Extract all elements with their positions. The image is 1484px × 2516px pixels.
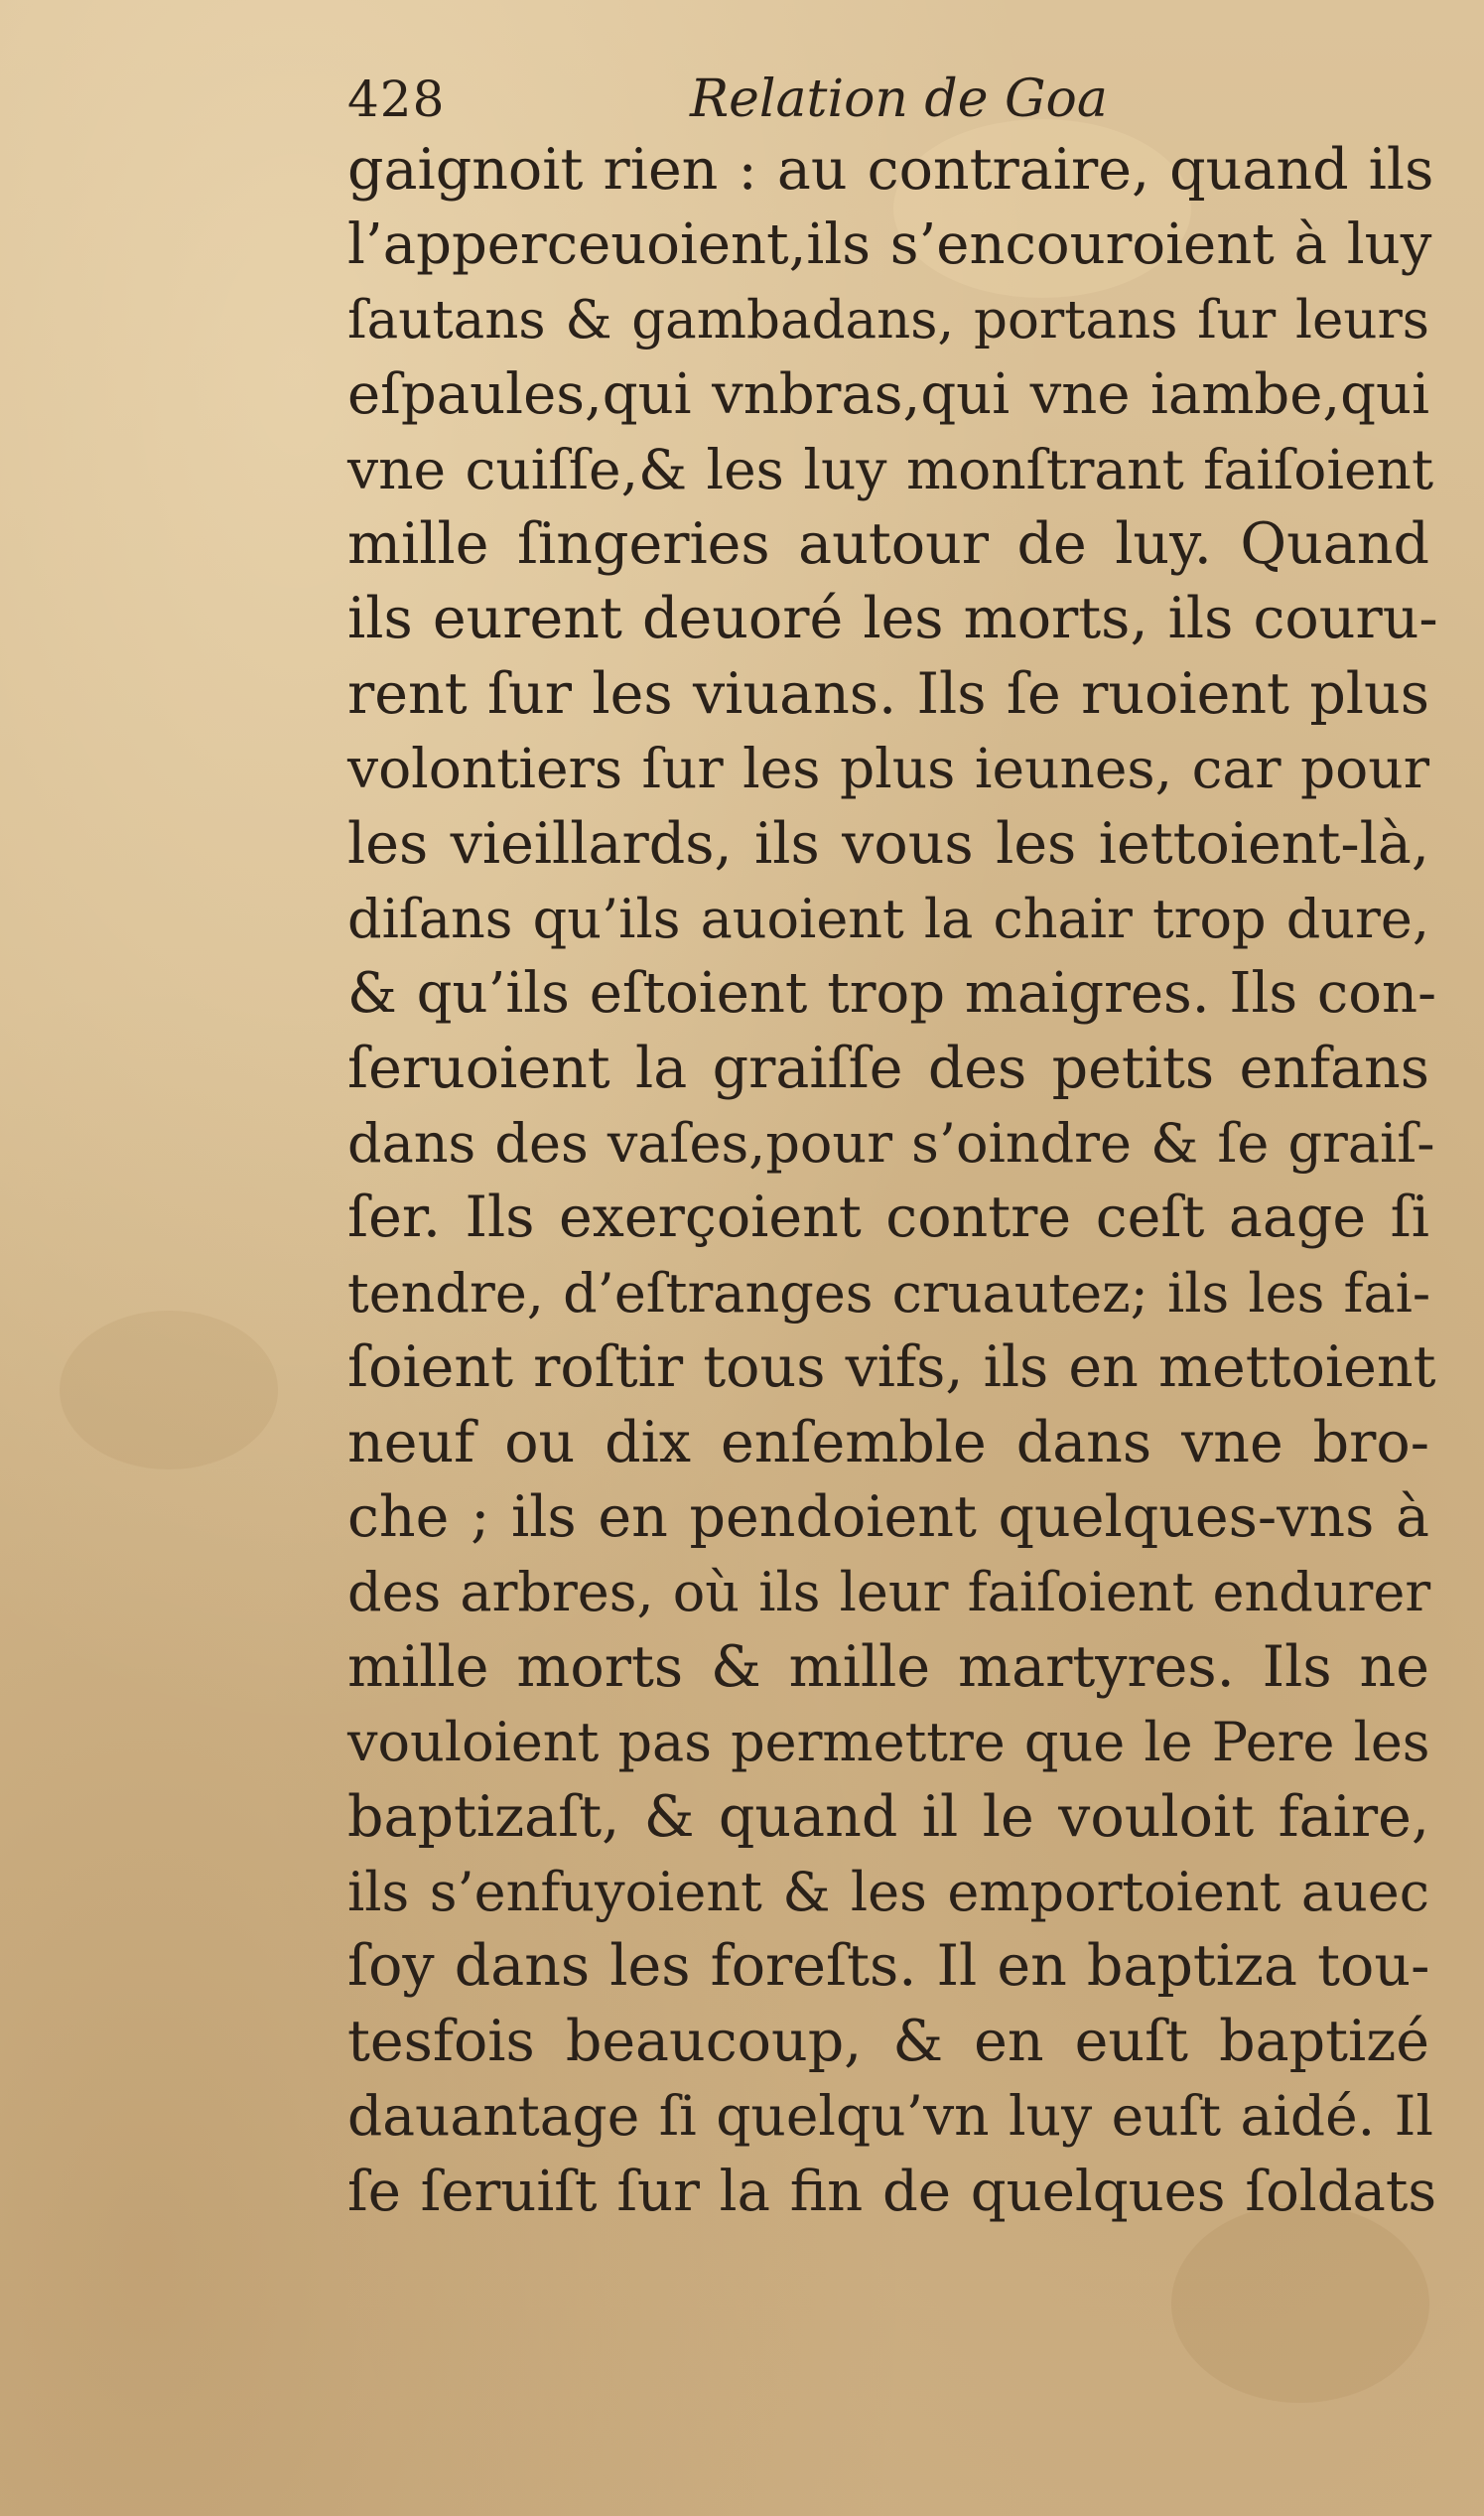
running-head [347, 64, 1122, 135]
text-line: ils eurent deuoré les morts, ils couru- [347, 586, 1438, 652]
text-line: rent ſur les viuans. Ils ſe ruoient plus [347, 660, 1429, 727]
text-line: tendre, d’eſtranges cruautez; ils les fai- [347, 1261, 1431, 1325]
text-line: vouloient pas permettre que le Pere les [347, 1711, 1430, 1774]
text-line: mille ſingeries autour de luy. Quand [347, 510, 1429, 577]
paper-stain [60, 1311, 278, 1469]
text-line: ſer. Ils exerçoient contre ceſt aage ſi [347, 1185, 1429, 1251]
text-line: les vieillards, ils vous les iettoient-là, [347, 810, 1429, 877]
text-line: ſautans & gambadans, portans ſur leurs [347, 289, 1429, 350]
text-line: baptizaſt, & quand il le vouloit faire, [347, 1783, 1429, 1850]
text-line: ils s’enfuyoient & les emportoient auec [347, 1860, 1429, 1923]
text-line: ſeruoient la graiſſe des petits enfans [347, 1035, 1429, 1101]
text-line: dans des vaſes,pour s’oindre & ſe graiſ- [347, 1112, 1435, 1176]
text-line: che ; ils en pendoient quelques-vns à [347, 1484, 1429, 1551]
text-line: tesfois beaucoup, & en euſt baptizé [347, 2008, 1429, 2074]
text-line: & qu’ils eſtoient trop maigres. Ils con- [347, 961, 1436, 1027]
text-line: eſpaules,qui vnbras,qui vne iambe,qui [347, 362, 1429, 428]
text-line: des arbres, où ils leur faiſoient endurer [347, 1561, 1431, 1624]
page-number: 428 [347, 70, 446, 128]
text-line: mille morts & mille martyres. Ils ne [347, 1633, 1429, 1700]
running-title: Relation de Goa [690, 70, 1108, 129]
text-line: ſoy dans les foreſts. Il en baptiza tou- [347, 1933, 1430, 2000]
text-line: dauantage ſi quelqu’vn luy euſt aidé. Il [347, 2084, 1433, 2149]
text-line: diſans qu’ils auoient la chair trop dure, [347, 887, 1429, 950]
text-line: gaignoit rien : au contraire, quand ils [347, 137, 1434, 203]
text-line: vne cuiſſe,& les luy monſtrant faiſoient [347, 437, 1434, 501]
text-line: ſoient roſtir tous vifs, ils en mettoient [347, 1334, 1436, 1401]
text-line: ſe ſeruiſt ſur la fin de quelques ſoldats [347, 2159, 1437, 2224]
text-line: l’apperceuoient,ils s’encouroient à luy [347, 212, 1432, 278]
text-line: neuf ou dix enſemble dans vne bro- [347, 1409, 1429, 1475]
paper-stain [1171, 2204, 1429, 2403]
text-line: volontiers ſur les plus ieunes, car pour [347, 737, 1430, 801]
body-text [347, 133, 1438, 2229]
